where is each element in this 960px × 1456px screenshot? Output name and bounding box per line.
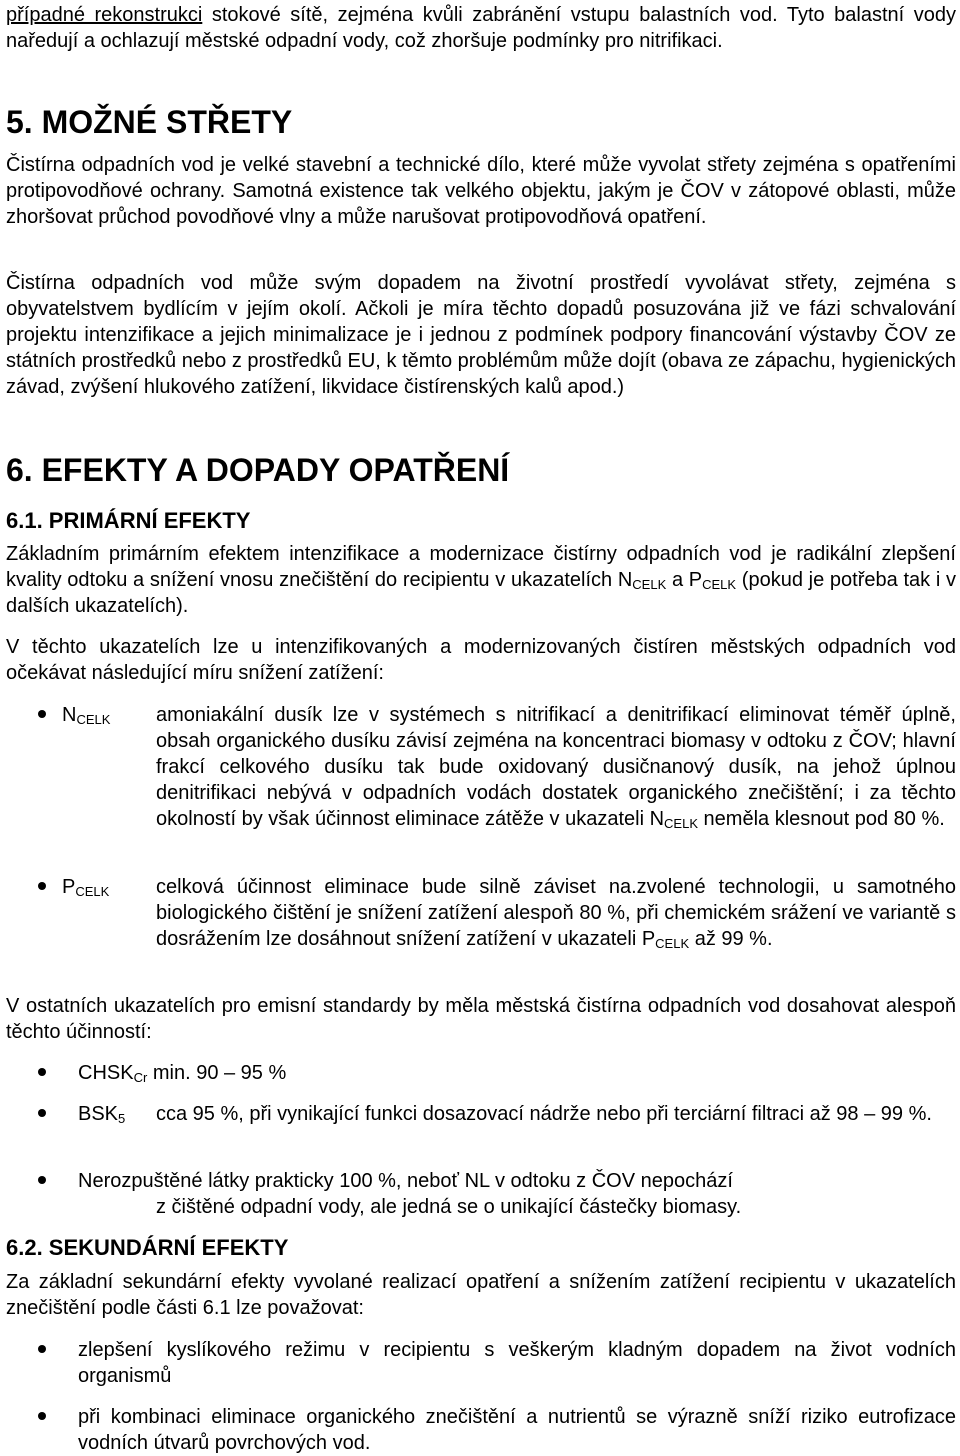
pcelk-description: celková účinnost eliminace bude silně záviset na.zvolené technologii, u samotného biologického čištění je snížení zatížení alespoň 80 %, při chemickém srážení ve variantě s dosrážením lze dosáhnout snížení zatížení v ukazateli $P_{CELK}$ až 99 %.: [156, 876, 956, 951]
bullet-icon: [38, 882, 46, 890]
section-5-paragraph-1: Čistírna odpadních vod je velké stavební a technické dílo, které může vyvolat střety zejména s opatřeními protipovodňové ochrany. Samotná existence tak velkého objektu, jakým je ČOV v zátopové oblasti, může zhoršovat průchod povodňové vlny a může narušovat protipovodňová opatření.: [6, 154, 956, 228]
secondary-effects-paragraph: Za základní sekundární efekty vyvolané realizací opatření a snížením zatížení recipientu v ukazatelích znečištění podle části 6.1 lze považovat:: [6, 1271, 956, 1319]
other-indicators-paragraph: V ostatních ukazatelích pro emisní standardy by měla městská čistírna odpadních vod dosahovat alespoň těchto účinností:: [6, 995, 956, 1043]
bullet-icon: [38, 1068, 46, 1076]
section-5-paragraph-2: Čistírna odpadních vod může svým dopadem na životní prostředí vyvolávat střety, zejména s obyvatelstvem bydlícím v jejím okolí. Ačkoli je míra těchto dopadů posuzována již ve fázi schvalování projektu intenzifikace a jejich minimalizace je i jednou z podmínek podpory financování výstavby ČOV ze státních prostředků nebo z prostředků EU, k těmto problémům může dojít (obava ze zápachu, hygienických závad, zvýšení hlukového zatížení, likvidace čistírenských kalů apod.): [6, 272, 956, 398]
secondary-item-2-text: při kombinaci eliminace organického znečištění a nutrientů se výrazně sníží riziko eutrofizace vodních útvarů povrchových vod.: [78, 1406, 956, 1454]
reduction-intro-paragraph: V těchto ukazatelích lze u intenzifikovaných a modernizovaných čistíren městských odpadních vod očekávat následující míru snížení zatížení:: [6, 636, 956, 684]
section-6-2-heading: 6.2. SEKUNDÁRNÍ EFEKTY: [6, 1235, 289, 1260]
bullet-icon: [38, 710, 46, 718]
primary-effects-paragraph: Základním primárním efektem intenzifikace a modernizace čistírny odpadních vod je radikální zlepšení kvality odtoku a snížení vnosu znečištění do recipientu v ukazatelích $N_{CELK}$ a $P_{CELK}$ (pokud je potřeba tak i v dalších ukazatelích).: [6, 543, 956, 617]
bullet-icon: [38, 1412, 46, 1420]
section-6-1-heading: 6.1. PRIMÁRNÍ EFEKTY: [6, 508, 251, 533]
bullet-icon: [38, 1176, 46, 1184]
secondary-item-1-text: zlepšení kyslíkového režimu v recipientu s veškerým kladným dopadem na život vodních organismů: [78, 1339, 956, 1387]
bullet-icon: [38, 1109, 46, 1117]
section-6-heading: 6. EFEKTY A DOPADY OPATŘENÍ: [6, 452, 510, 488]
bsk-description: cca 95 %, při vynikající funkci dosazovací nádrže nebo při terciární filtraci až 98 – 99 %.: [156, 1103, 932, 1125]
section-5-heading: 5. MOŽNÉ STŘETY: [6, 104, 293, 140]
pcelk-term: $P_{CELK}$: [62, 876, 110, 899]
ncelk-term: $N_{CELK}$: [62, 704, 111, 727]
intro-paragraph: případné rekonstrukci stokové sítě, zejména kvůli zabránění vstupu balastních vod. Tyto balastní vody naředují a ochlazují městské odpadní vody, což zhoršuje podmínky pro nitrifikaci.: [6, 4, 956, 52]
bsk-term: $BSK_5$: [78, 1103, 126, 1126]
intro-link[interactable]: případné rekonstrukci: [6, 4, 203, 26]
ncelk-description: amoniakální dusík lze v systémech s nitrifikací a denitrifikací eliminovat téměř úplně, obsah organického dusíku závisí zejména na koncentraci biomasy v odtoku z ČOV; hlavní frakcí celkového dusíku tak bude oxidovaný dusičnanový dusík, na jehož úplnou denitrifikaci nebývá v odpadních vodách dostatek organického znečištění; i za těchto okolností by však účinnost eliminace zátěže v ukazateli $N_{CELK}$ neměla klesnout pod 80 %.: [156, 704, 956, 831]
nl-text-line-2: z čištěné odpadní vody, ale jedná se o unikající částečky biomasy.: [156, 1196, 742, 1218]
nl-text-line-1: Nerozpuštěné látky prakticky 100 %, neboť NL v odtoku z ČOV nepochází: [78, 1170, 733, 1192]
chsk-text: $CHSK_{Cr}$ min. 90 – 95 %: [78, 1062, 287, 1085]
bullet-icon: [38, 1345, 46, 1353]
